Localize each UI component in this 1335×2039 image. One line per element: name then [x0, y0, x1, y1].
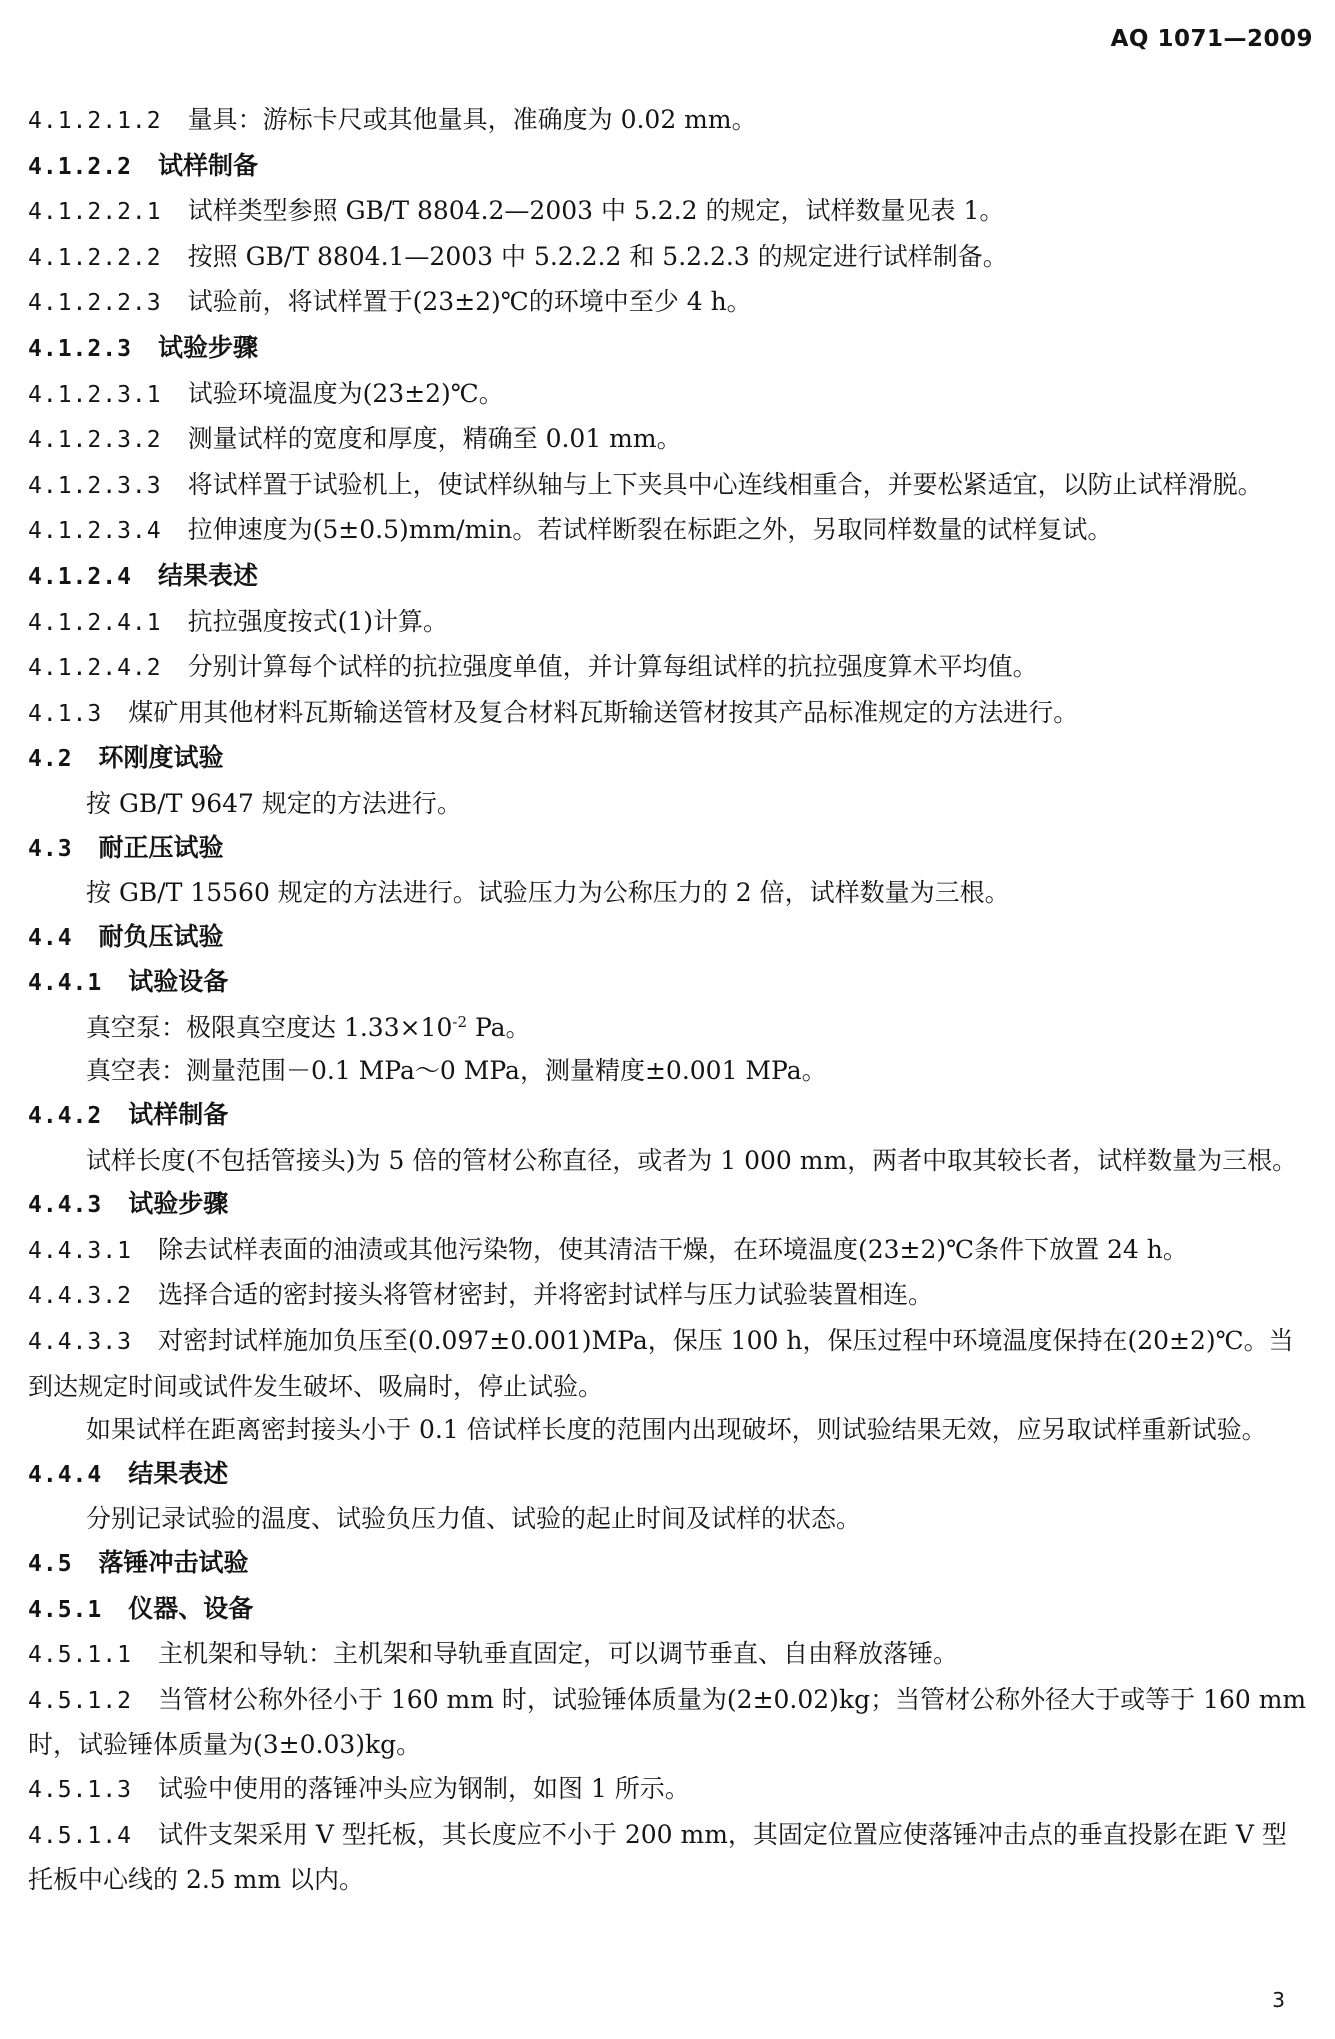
heading-4-4	[28, 915, 1310, 961]
clause-number: 4.1.2.3.4	[28, 518, 162, 545]
clause-4-1-2-2-3	[28, 280, 1310, 326]
heading-4-1-2-4	[28, 554, 1310, 600]
heading-number: 4.2	[28, 746, 73, 773]
heading-number: 4.1.2.3	[28, 335, 132, 362]
standard-code: AQ 1071—2009	[1110, 26, 1313, 52]
paragraph-4-3: 按 GB/T 15560 规定的方法进行。试验压力为公称压力的 2 倍，试样数量为三根。	[86, 878, 1010, 908]
heading-title: 试验步骤	[128, 1189, 229, 1219]
heading-number: 4.4.4	[28, 1461, 103, 1488]
clause-text: 将试样置于试验机上，使试样纵轴与上下夹具中心连线相重合，并要松紧适宜，以防止试样滑脱。	[187, 469, 1263, 499]
heading-4-4-4	[28, 1452, 1310, 1498]
heading-4-4-3	[28, 1182, 1310, 1228]
clause-text: 试件支架采用 V 型托板，其长度应不小于 200 mm，其固定位置应使落锤冲击点的垂直投影在距 V 型托板中心线的 2.5 mm 以内。	[28, 1819, 1287, 1895]
clause-number: 4.1.2.4.2	[28, 655, 162, 682]
heading-number: 4.4.2	[28, 1103, 103, 1130]
clause-4-5-1-3	[28, 1767, 1310, 1813]
heading-4-2	[28, 736, 1310, 782]
paragraph-4-4-4: 分别记录试验的温度、试验负压力值、试验的起止时间及试样的状态。	[86, 1504, 862, 1534]
clause-text: 当管材公称外径小于 160 mm 时，试验锤体质量为(2±0.02)kg；当管材公称外径大于或等于 160 mm 时，试验锤体质量为(3±0.03)kg。	[28, 1684, 1307, 1760]
paragraph-vacuum-pump	[28, 1006, 1310, 1050]
clause-4-5-1-2	[28, 1678, 1310, 1767]
clause-text: 分别计算每个试样的抗拉强度单值，并计算每组试样的抗拉强度算术平均值。	[187, 652, 1038, 682]
exponent: -2	[452, 1012, 467, 1031]
clause-text: 主机架和导轨：主机架和导轨垂直固定，可以调节垂直、自由释放落锤。	[157, 1639, 958, 1669]
heading-title: 耐负压试验	[98, 921, 224, 951]
heading-title: 试样制备	[157, 150, 258, 180]
clause-text: 选择合适的密封接头将管材密封，并将密封试样与压力试验装置相连。	[157, 1280, 933, 1310]
clause-number: 4.1.3	[28, 700, 103, 727]
heading-number: 4.1.2.2	[28, 153, 132, 180]
heading-number: 4.4	[28, 924, 73, 951]
clause-number: 4.1.2.2.1	[28, 199, 162, 226]
clause-4-1-3	[28, 691, 1310, 737]
heading-number: 4.3	[28, 835, 73, 862]
clause-number: 4.1.2.2.2	[28, 244, 162, 271]
clause-4-4-3-1	[28, 1228, 1310, 1274]
clause-4-1-2-3-2	[28, 417, 1310, 463]
clause-4-5-1-1	[28, 1632, 1310, 1678]
clause-4-1-2-1-2	[28, 98, 1310, 144]
clause-text: 对密封试样施加负压至(0.097±0.001)MPa，保压 100 h，保压过程中环境温度保持在(20±2)℃。当到达规定时间或试件发生破坏、吸扁时，停止试验。	[28, 1326, 1294, 1401]
clause-number: 4.1.2.3.3	[28, 472, 162, 499]
clause-text: 试样类型参照 GB/T 8804.2—2003 中 5.2.2 的规定，试样数量见表 1。	[187, 196, 1005, 226]
clause-4-1-2-4-1	[28, 600, 1310, 646]
clause-4-5-1-4	[28, 1813, 1310, 1902]
heading-title: 结果表述	[128, 1458, 229, 1488]
clause-number: 4.1.2.3.1	[28, 381, 162, 408]
clause-number: 4.1.2.2.3	[28, 290, 162, 317]
clause-text: 除去试样表面的油渍或其他污染物，使其清洁干燥，在环境温度(23±2)℃条件下放置 24 h。	[157, 1234, 1188, 1264]
heading-title: 仪器、设备	[128, 1593, 254, 1623]
heading-4-3	[28, 826, 1310, 872]
heading-title: 耐正压试验	[98, 832, 224, 862]
heading-number: 4.5	[28, 1551, 73, 1577]
clause-4-4-3-3	[28, 1319, 1310, 1408]
clause-number: 4.5.1.4	[28, 1822, 132, 1849]
heading-title: 环刚度试验	[98, 743, 224, 773]
heading-number: 4.4.3	[28, 1192, 103, 1219]
clause-number: 4.4.3.1	[28, 1237, 132, 1264]
vacuum-pump-text: 真空泵：极限真空度达 1.33×10	[86, 1012, 453, 1042]
clause-text: 按照 GB/T 8804.1—2003 中 5.2.2.2 和 5.2.2.3 的规定进行试样制备。	[187, 241, 1008, 271]
clause-text: 煤矿用其他材料瓦斯输送管材及复合材料瓦斯输送管材按其产品标准规定的方法进行。	[128, 697, 1079, 727]
page-number: 3	[1272, 1988, 1285, 2012]
document-body	[28, 98, 1310, 1902]
heading-title: 结果表述	[157, 560, 258, 590]
clause-text: 试验环境温度为(23±2)℃。	[187, 378, 504, 408]
paragraph-4-4-2: 试样长度(不包括管接头)为 5 倍的管材公称直径，或者为 1 000 mm，两者中取其较长者，试样数量为三根。	[86, 1145, 1298, 1175]
heading-4-4-1	[28, 960, 1310, 1006]
clause-4-1-2-4-2	[28, 645, 1310, 691]
clause-number: 4.1.2.4.1	[28, 609, 162, 636]
heading-4-1-2-3	[28, 326, 1310, 372]
paragraph-4-4-3-note: 如果试样在距离密封接头小于 0.1 倍试样长度的范围内出现破坏，则试验结果无效，应另取试样重新试验。	[86, 1415, 1267, 1445]
vacuum-pump-unit: Pa。	[467, 1012, 531, 1042]
clause-text: 测量试样的宽度和厚度，精确至 0.01 mm。	[187, 424, 682, 454]
clause-number: 4.1.2.1.2	[28, 108, 162, 134]
clause-text: 抗拉强度按式(1)计算。	[187, 606, 449, 636]
clause-number: 4.5.1.1	[28, 1642, 132, 1669]
clause-number: 4.1.2.3.2	[28, 427, 162, 454]
clause-text: 试验中使用的落锤冲头应为钢制，如图 1 所示。	[157, 1773, 690, 1803]
heading-title: 试验步骤	[157, 332, 258, 362]
heading-title: 落锤冲击试验	[98, 1548, 249, 1577]
clause-4-4-3-2	[28, 1273, 1310, 1319]
paragraph-vacuum-gauge: 真空表：测量范围－0.1 MPa～0 MPa，测量精度±0.001 MPa。	[86, 1056, 827, 1086]
heading-4-5-1	[28, 1587, 1310, 1633]
heading-number: 4.4.1	[28, 970, 103, 997]
paragraph-4-2: 按 GB/T 9647 规定的方法进行。	[86, 788, 462, 818]
clause-number: 4.4.3.3	[28, 1329, 132, 1356]
heading-4-1-2-2	[28, 144, 1310, 190]
heading-4-4-2	[28, 1093, 1310, 1139]
clause-number: 4.5.1.3	[28, 1776, 132, 1803]
clause-4-1-2-2-1	[28, 189, 1310, 235]
heading-4-5	[28, 1541, 1310, 1587]
clause-4-1-2-2-2	[28, 235, 1310, 281]
heading-number: 4.5.1	[28, 1596, 103, 1623]
clause-text: 量具：游标卡尺或其他量具，准确度为 0.02 mm。	[187, 105, 757, 134]
heading-number: 4.1.2.4	[28, 563, 132, 590]
heading-title: 试样制备	[128, 1100, 229, 1130]
clause-text: 试验前，将试样置于(23±2)℃的环境中至少 4 h。	[187, 287, 752, 317]
clause-number: 4.4.3.2	[28, 1283, 132, 1310]
clause-4-1-2-3-4	[28, 508, 1310, 554]
clause-4-1-2-3-3	[28, 463, 1310, 509]
clause-text: 拉伸速度为(5±0.5)mm/min。若试样断裂在标距之外，另取同样数量的试样复试。	[187, 515, 1113, 545]
heading-title: 试验设备	[128, 967, 229, 997]
clause-4-1-2-3-1	[28, 372, 1310, 418]
clause-number: 4.5.1.2	[28, 1687, 132, 1714]
